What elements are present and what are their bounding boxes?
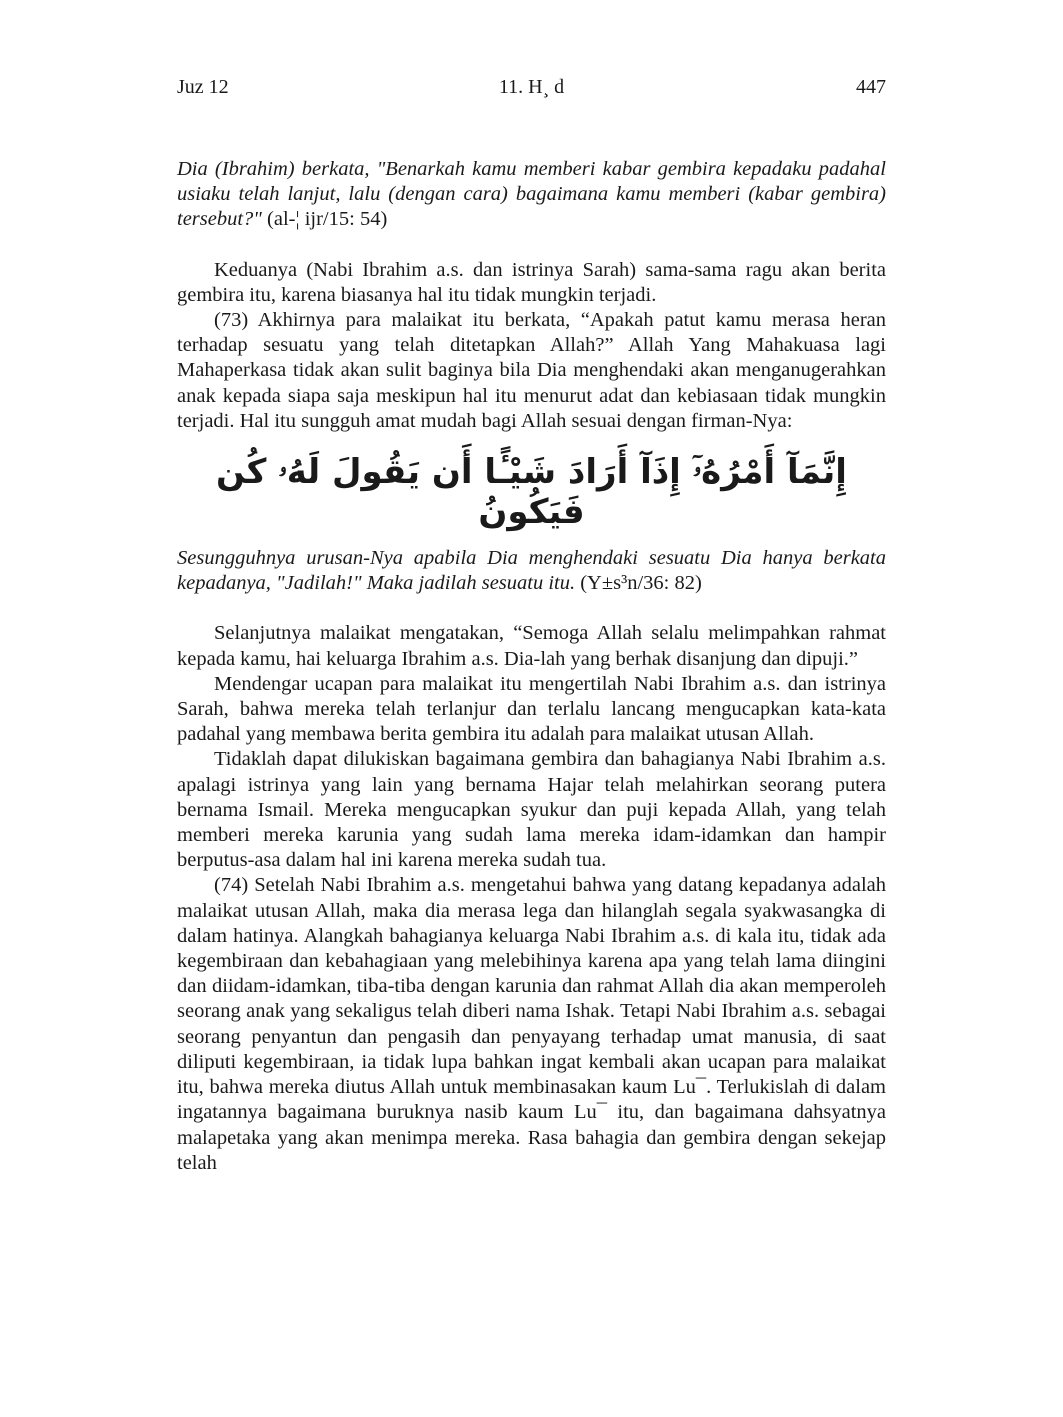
page-number: 447 [856, 76, 886, 98]
surah-title: 11. H¸ d [498, 76, 565, 98]
paragraph-1: Keduanya (Nabi Ibrahim a.s. dan istrinya Sarah) sama-sama ragu akan berita gembira itu, karena biasanya hal itu tidak mungkin terjadi. [177, 258, 886, 306]
paragraph-2: (73) Akhirnya para malaikat itu berkata, “Apakah patut kamu merasa heran terhadap sesuatu yang telah ditetapkan Allah?” Allah Yang Mahakuasa lagi Mahaperkasa tidak akan sulit baginya bila Dia menghendaki akan menganugerahkan anak kepada siapa saja meskipun hal itu menurut adat dan kebiasaan tidak mungkin terjadi. Hal itu sungguh amat mudah bagi Allah sesuai dengan firman-Nya: [177, 309, 886, 432]
page-body [177, 157, 886, 1176]
verse-translation-1 [177, 157, 886, 233]
translation-text: Dia (Ibrahim) berkata, "Benarkah kamu memberi kabar gembira kepadaku padahal usiaku telah lanjut, lalu (dengan cara) bagaimana kamu memberi (kabar gembira) tersebut?" [177, 158, 886, 231]
verse-reference: (al-¦ ijr/15: 54) [261, 208, 388, 231]
paragraph-6: (74) Setelah Nabi Ibrahim a.s. mengetahui bahwa yang datang kepadanya adalah malaikat utusan Allah, maka dia merasa lega dan hilanglah segala syakwasangka di dalam hatinya. Alangkah bahagianya keluarga Nabi Ibrahim a.s. di kala itu, tidak ada kegembiraan dan kebahagiaan yang melebihinya karena apa yang telah lama diingini dan diidam-idamkan, tiba-tiba dengan karunia dan rahmat Allah dia akan memperoleh seorang anak yang sekaligus telah diberi nama Ishak. Tetapi Nabi Ibrahim a.s. sebagai seorang penyantun dan pengasih dan penyayang terhadap umat manusia, di saat diliputi kegembiraan, ia tidak lupa bahkan ingat kembali akan ucapan para malaikat itu, bahwa mereka diutus Allah untuk membinasakan kaum Lu¯. Terlukislah di dalam ingatannya bagaimana buruknya nasib kaum Lu¯ itu, dan bagaimana dahsyatnya malapetaka yang akan menimpa mereka. Rasa bahagia dan gembira dengan sekejap telah [177, 874, 886, 1174]
verse-translation-2 [177, 546, 886, 596]
juz-label: Juz 12 [177, 76, 229, 98]
paragraph-5: Tidaklah dapat dilukiskan bagaimana gembira dan bahagianya Nabi Ibrahim a.s. apalagi istrinya yang lain yang bernama Hajar telah melahirkan seorang putera bernama Ismail. Mereka mengucapkan syukur dan puji kepada Allah, yang telah memberi mereka karunia yang sudah lama mereka idam-idamkan dan hampir berputus-asa dalam hal ini karena mereka sudah tua. [177, 748, 886, 872]
paragraph-3: Selanjutnya malaikat mengatakan, “Semoga Allah selalu melimpahkan rahmat kepada kamu, hai keluarga Ibrahim a.s. Dia-lah yang berhak disanjung dan dipuji.” [177, 622, 886, 670]
arabic-verse: إِنَّمَآ أَمْرُهُۥٓ إِذَآ أَرَادَ شَيْـًٔا أَن يَقُولَ لَهُۥ كُن فَيَكُونُ [216, 452, 847, 533]
verse-reference: (Y±s³n/36: 82) [575, 572, 702, 595]
running-header [177, 76, 886, 102]
paragraph-4: Mendengar ucapan para malaikat itu mengertilah Nabi Ibrahim a.s. dan istrinya Sarah, bahwa mereka telah terlanjur dan terlalu lancang mengucapkan kata-kata padahal yang membawa berita gembira itu adalah para malaikat utusan Allah. [177, 672, 886, 746]
translation-text: Sesungguhnya urusan-Nya apabila Dia menghendaki sesuatu Dia hanya berkata kepadanya, "Jadilah!" Maka jadilah sesuatu itu. [177, 547, 886, 595]
